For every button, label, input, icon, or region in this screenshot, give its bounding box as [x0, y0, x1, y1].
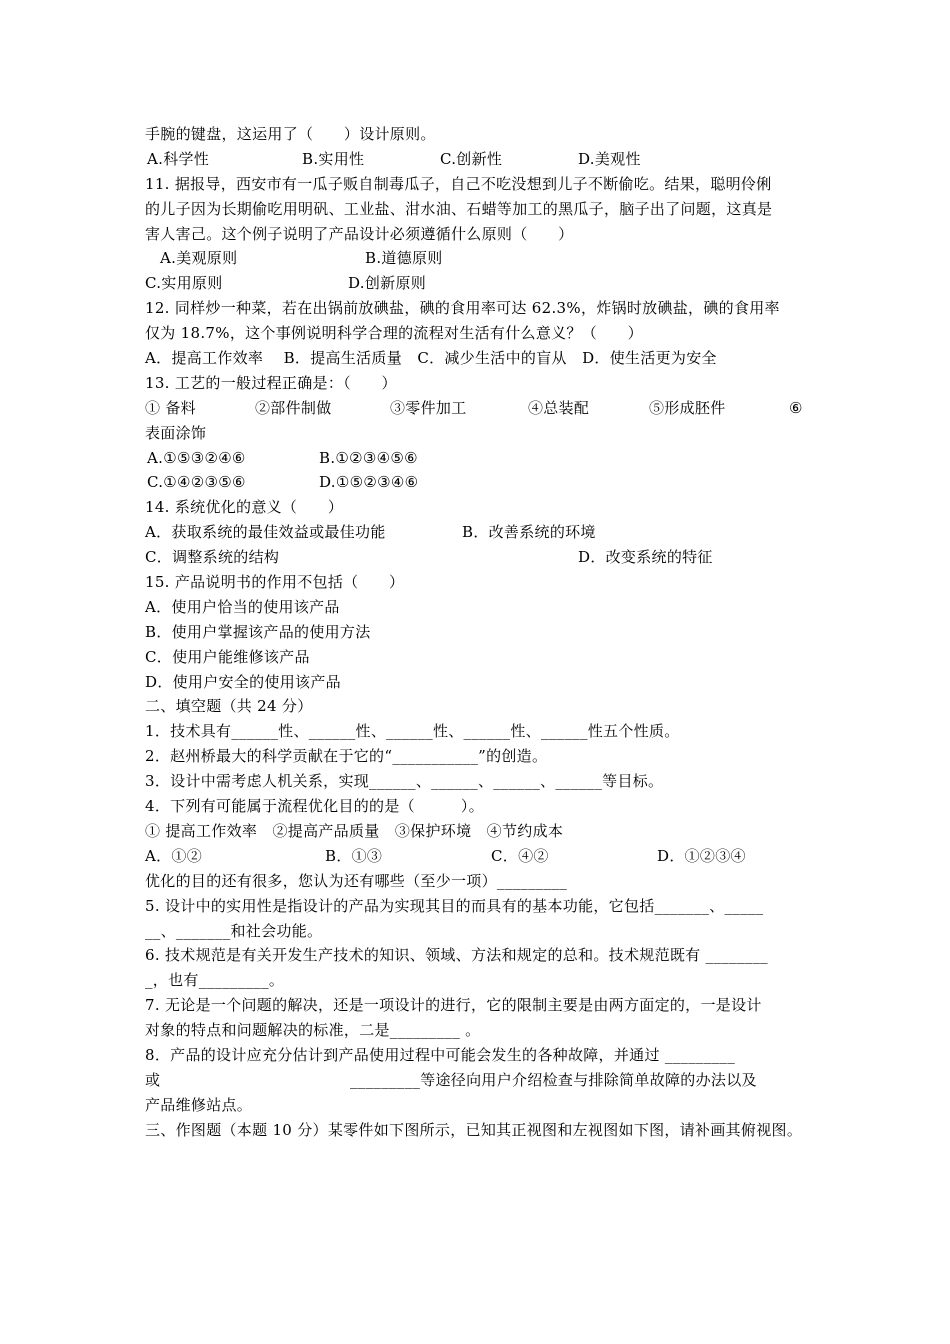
- q13-option-b: B.①②③④⑤⑥: [319, 448, 418, 467]
- q13-item-6: ⑥: [789, 398, 803, 417]
- q11-options-row-2: [145, 271, 815, 296]
- fill-6-line-1: 6. 技术规范是有关开发生产技术的知识、领域、方法和规定的总和。技术规范既有 ________: [145, 946, 768, 965]
- q13-options-row-1: [145, 446, 815, 471]
- fill-5-line-1: 5. 设计中的实用性是指设计的产品为实现其目的而具有的基本功能，它包括_______、_____: [145, 896, 764, 915]
- fill-4-option-d: D．①②③④: [657, 846, 746, 865]
- q13-items-cont: 表面涂饰: [145, 423, 207, 442]
- q13-option-a: A.①⑤③②④⑥: [147, 448, 246, 467]
- q11-line-2: 的儿子因为长期偷吃用明矾、工业盐、泔水油、石蜡等加工的黑瓜子，脑子出了问题，这真是: [145, 199, 773, 218]
- fill-8-line-2-left: 或: [145, 1070, 161, 1089]
- q13-option-d: D.①⑤②③④⑥: [319, 473, 419, 492]
- q11-option-b: B.道德原则: [365, 249, 443, 268]
- fill-4-extra: 优化的目的还有很多，您认为还有哪些（至少一项）_________: [145, 871, 568, 890]
- q14-stem: 14. 系统优化的意义（ ）: [145, 498, 344, 517]
- q13-items: [145, 396, 815, 421]
- q15-option-b: B．使用户掌握该产品的使用方法: [145, 622, 371, 641]
- q13-item-4: ④总装配: [528, 398, 590, 417]
- fill-1: 1．技术具有______性、______性、______性、______性、______性五个性质。: [145, 722, 680, 741]
- q15-option-d: D．使用户安全的使用该产品: [145, 672, 341, 691]
- q13-item-1: ① 备料: [145, 398, 196, 417]
- section-3-title: 三、作图题（本题 10 分）某零件如下图所示，已知其正视图和左视图如下图，请补画其俯视图。: [145, 1120, 803, 1139]
- q15-stem: 15. 产品说明书的作用不包括（ ）: [145, 573, 405, 592]
- fill-8-line-2-right: _________等途径向用户介绍检查与排除简单故障的办法以及: [350, 1070, 757, 1089]
- q13-options-row-2: [145, 470, 815, 495]
- q14-option-b: B．改善系统的环境: [462, 523, 596, 542]
- fill-7-line-1: 7. 无论是一个问题的解决，还是一项设计的进行，它的限制主要是由两方面定的，一是设计: [145, 996, 762, 1015]
- q13-item-5: ⑤形成胚件: [649, 398, 726, 417]
- q14-options-row-1: [145, 520, 815, 545]
- q15-option-a: A．使用户恰当的使用该产品: [145, 597, 340, 616]
- q13-stem: 13. 工艺的一般过程正确是：（ ）: [145, 373, 397, 392]
- exam-content: [145, 122, 815, 1143]
- fill-4-options: [145, 844, 815, 869]
- q14-options-row-2: [145, 545, 815, 570]
- fill-4-items: ① 提高工作效率 ②提高产品质量 ③保护环境 ④节约成本: [145, 821, 564, 840]
- fill-6-line-2: _，也有_________。: [145, 971, 285, 990]
- q12-options: A．提高工作效率 B．提高生活质量 C．减少生活中的盲从 D．使生活更为安全: [145, 349, 717, 368]
- q10-option-b: B.实用性: [302, 149, 365, 168]
- q14-option-c: C．调整系统的结构: [145, 548, 280, 567]
- q15-option-c: C．使用户能维修该产品: [145, 647, 310, 666]
- q11-options-row-1: [145, 246, 815, 271]
- fill-7-line-2: 对象的特点和问题解决的标准，二是_________ 。: [145, 1021, 481, 1040]
- fill-8-line-1: 8．产品的设计应充分估计到产品使用过程中可能会发生的各种故障，并通过 _________: [145, 1045, 736, 1064]
- fill-4-option-a: A．①②: [145, 846, 203, 865]
- q12-line-2: 仅为 18.7%，这个事例说明科学合理的流程对生活有什么意义？（ ）: [145, 324, 643, 343]
- q10-option-d: D.美观性: [578, 149, 641, 168]
- q11-option-d: D.创新原则: [348, 274, 427, 293]
- fill-4-stem: 4．下列有可能属于流程优化目的的是（ ）。: [145, 797, 484, 816]
- q10-options: [145, 147, 815, 172]
- q11-option-a: A.美观原则: [160, 249, 238, 268]
- q10-option-c: C.创新性: [440, 149, 503, 168]
- q11-line-1: 11. 据报导，西安市有一瓜子贩自制毒瓜子，自己不吃没想到儿子不断偷吃。结果，聪明伶俐: [145, 174, 772, 193]
- fill-2: 2．赵州桥最大的科学贡献在于它的“___________”的创造。: [145, 747, 548, 766]
- q14-option-d: D．改变系统的特征: [578, 548, 713, 567]
- fill-8-line-3: 产品维修站点。: [145, 1095, 253, 1114]
- fill-4-option-c: C．④②: [491, 846, 549, 865]
- fill-8-line-2: [145, 1068, 815, 1093]
- q11-option-c: C.实用原则: [145, 274, 223, 293]
- q12-line-1: 12. 同样炒一种菜，若在出锅前放碘盐，碘的食用率可达 62.3%，炸锅时放碘盐，碘的食用率: [145, 299, 780, 318]
- fill-4-option-b: B．①③: [325, 846, 383, 865]
- q13-option-c: C.①④②③⑤⑥: [147, 473, 246, 492]
- q13-item-2: ②部件制做: [255, 398, 332, 417]
- q11-line-3: 害人害己。这个例子说明了产品设计必须遵循什么原则（ ）: [145, 224, 574, 243]
- q14-option-a: A．获取系统的最佳效益或最佳功能: [145, 523, 386, 542]
- fill-3: 3．设计中需考虑人机关系，实现______、______、______、______等目标。: [145, 772, 664, 791]
- fill-5-line-2: __、_______和社会功能。: [145, 921, 323, 940]
- q10-option-a: A.科学性: [147, 149, 210, 168]
- q13-item-3: ③零件加工: [390, 398, 467, 417]
- q10-stem: 手腕的键盘，这运用了（ ）设计原则。: [145, 125, 436, 143]
- section-2-title: 二、填空题（共 24 分）: [145, 697, 313, 716]
